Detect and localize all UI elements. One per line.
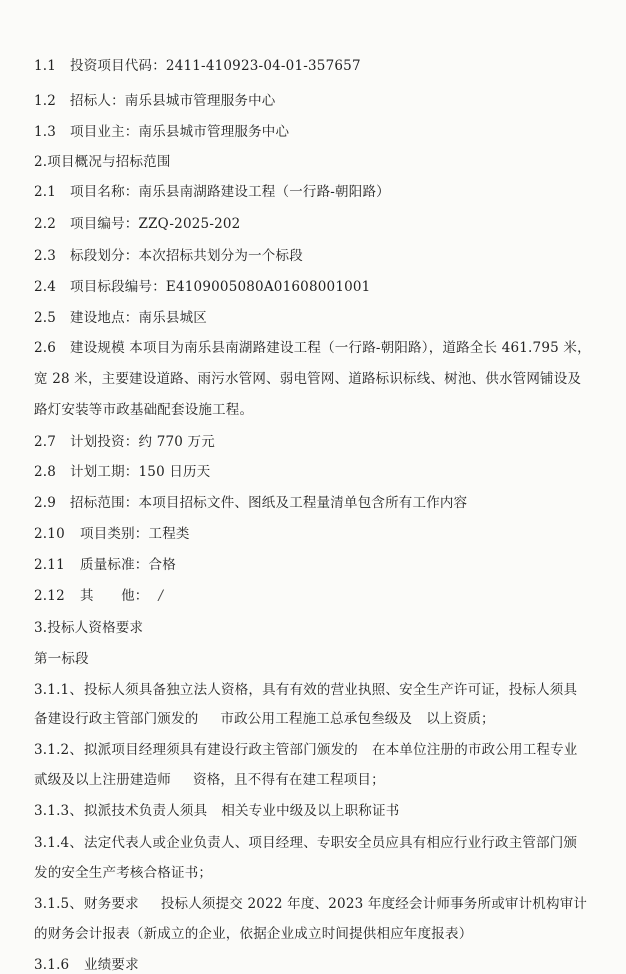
item-text: 其 他： [80, 588, 149, 604]
item-2-9 [34, 494, 608, 512]
item-text: 建设地点：南乐县城区 [70, 310, 207, 326]
item-1-3 [34, 123, 608, 141]
text-part: 财务要求 [84, 896, 139, 912]
item-number: 3.1.3、 [34, 803, 84, 819]
text-part: 以上资质； [426, 711, 495, 727]
item-number: 2.7 [34, 434, 57, 450]
item-3-1-6 [34, 956, 608, 974]
text-part: 在本单位注册的市政公用工程专业 [372, 742, 578, 758]
item-3-1-1 [34, 681, 608, 699]
item-2-6 [34, 339, 608, 357]
item-2-10 [34, 525, 608, 543]
item-2-3 [34, 247, 608, 265]
item-text: 法定代表人或企业负责人、项目经理、专职安全员应具有相应行业行政主管部门颁 [84, 835, 578, 851]
text-part: 拟派技术负责人须具 [84, 803, 208, 819]
item-text: 业绩要求 [84, 957, 139, 973]
item-number: 3.1.1、 [34, 682, 84, 698]
handwritten-slash-mark: / [158, 588, 164, 604]
item-3-1-4 [34, 834, 608, 852]
item-number: 1.3 [34, 124, 57, 140]
text-part: 相关专业中级及以上职称证书 [221, 803, 400, 819]
item-number: 1.1 [34, 58, 57, 74]
item-number: 3.1.5、 [34, 896, 84, 912]
text-part: 资格，且不得有在建工程项目； [193, 772, 385, 788]
text-part: 市政公用工程施工总承包叁级及 [220, 711, 413, 727]
item-3-1-3 [34, 802, 608, 820]
item-number: 3.1.2、 [34, 742, 84, 758]
item-2-6-cont-1: 宽 28 米，主要建设道路、雨污水管网、弱电管网、道路标识标线、树池、供水管网铺设及 [34, 371, 582, 387]
text-part: 投标人须提交 2022 年度、2023 年度经会计师事务所或审计机构审计 [160, 896, 588, 912]
item-3-1-2-cont [34, 771, 608, 789]
item-number: 2.9 [34, 495, 57, 511]
item-text: 项目类别：工程类 [80, 526, 190, 542]
item-text: 项目业主：南乐县城市管理服务中心 [70, 124, 290, 140]
item-2-8 [34, 463, 608, 481]
item-number: 1.2 [34, 93, 57, 109]
item-number: 3.1.6 [34, 957, 70, 973]
item-text: 计划工期：150 日历天 [70, 464, 211, 480]
item-number: 3.1.4、 [34, 835, 84, 851]
item-1-2 [34, 92, 608, 110]
item-number: 2.10 [34, 526, 65, 542]
segment-heading: 第一标段 [34, 651, 89, 667]
item-2-2 [34, 215, 608, 233]
item-3-1-5 [34, 895, 608, 913]
item-2-6-cont-2: 路灯安装等市政基础配套设施工程。 [34, 402, 254, 418]
text-part: 拟派项目经理须具有建设行政主管部门颁发的 [84, 742, 358, 758]
item-number: 2.3 [34, 248, 57, 264]
item-2-1 [34, 183, 608, 201]
item-1-1 [34, 57, 608, 75]
section-2-heading: 2.项目概况与招标范围 [34, 154, 171, 170]
item-text: 投标人须具备独立法人资格，具有有效的营业执照、安全生产许可证，投标人须具 [84, 682, 578, 698]
item-number: 2.12 [34, 588, 65, 604]
item-text: 投资项目代码：2411-410923-04-01-357657 [70, 58, 361, 74]
item-number: 2.4 [34, 279, 57, 295]
item-3-1-5-cont: 的财务会计报表（新成立的企业，依据企业成立时间提供相应年度报表） [34, 926, 473, 942]
text-part: 贰级及以上注册建造师 [34, 772, 171, 788]
item-2-11 [34, 556, 608, 574]
item-number: 2.2 [34, 216, 57, 232]
item-number: 2.1 [34, 184, 57, 200]
text-part: 备建设行政主管部门颁发的 [34, 711, 199, 727]
item-text: 项目标段编号：E4109005080A01608001001 [70, 279, 371, 295]
section-3-heading: 3.投标人资格要求 [34, 620, 144, 636]
item-text: 质量标准：合格 [80, 557, 176, 573]
item-text: 建设规模 本项目为南乐县南湖路建设工程（一行路-朝阳路），道路全长 461.795 米， [70, 340, 591, 356]
item-number: 2.5 [34, 310, 57, 326]
item-3-1-2 [34, 741, 608, 759]
item-number: 2.11 [34, 557, 65, 573]
item-text: 项目编号：ZZQ-2025-202 [70, 216, 241, 232]
item-number: 2.8 [34, 464, 57, 480]
item-2-12 [34, 587, 608, 605]
item-text: 标段划分：本次招标共划分为一个标段 [70, 248, 303, 264]
item-text: 招标人：南乐县城市管理服务中心 [70, 93, 276, 109]
item-2-4 [34, 278, 608, 296]
item-3-1-1-cont [34, 710, 608, 728]
item-3-1-4-cont: 发的安全生产考核合格证书； [34, 865, 213, 881]
item-text: 招标范围：本项目招标文件、图纸及工程量清单包含所有工作内容 [70, 495, 468, 511]
item-text: 计划投资：约 770 万元 [70, 434, 215, 450]
item-number: 2.6 [34, 340, 57, 356]
item-2-7 [34, 433, 608, 451]
item-text: 项目名称：南乐县南湖路建设工程（一行路-朝阳路） [70, 184, 390, 200]
item-2-5 [34, 309, 608, 327]
